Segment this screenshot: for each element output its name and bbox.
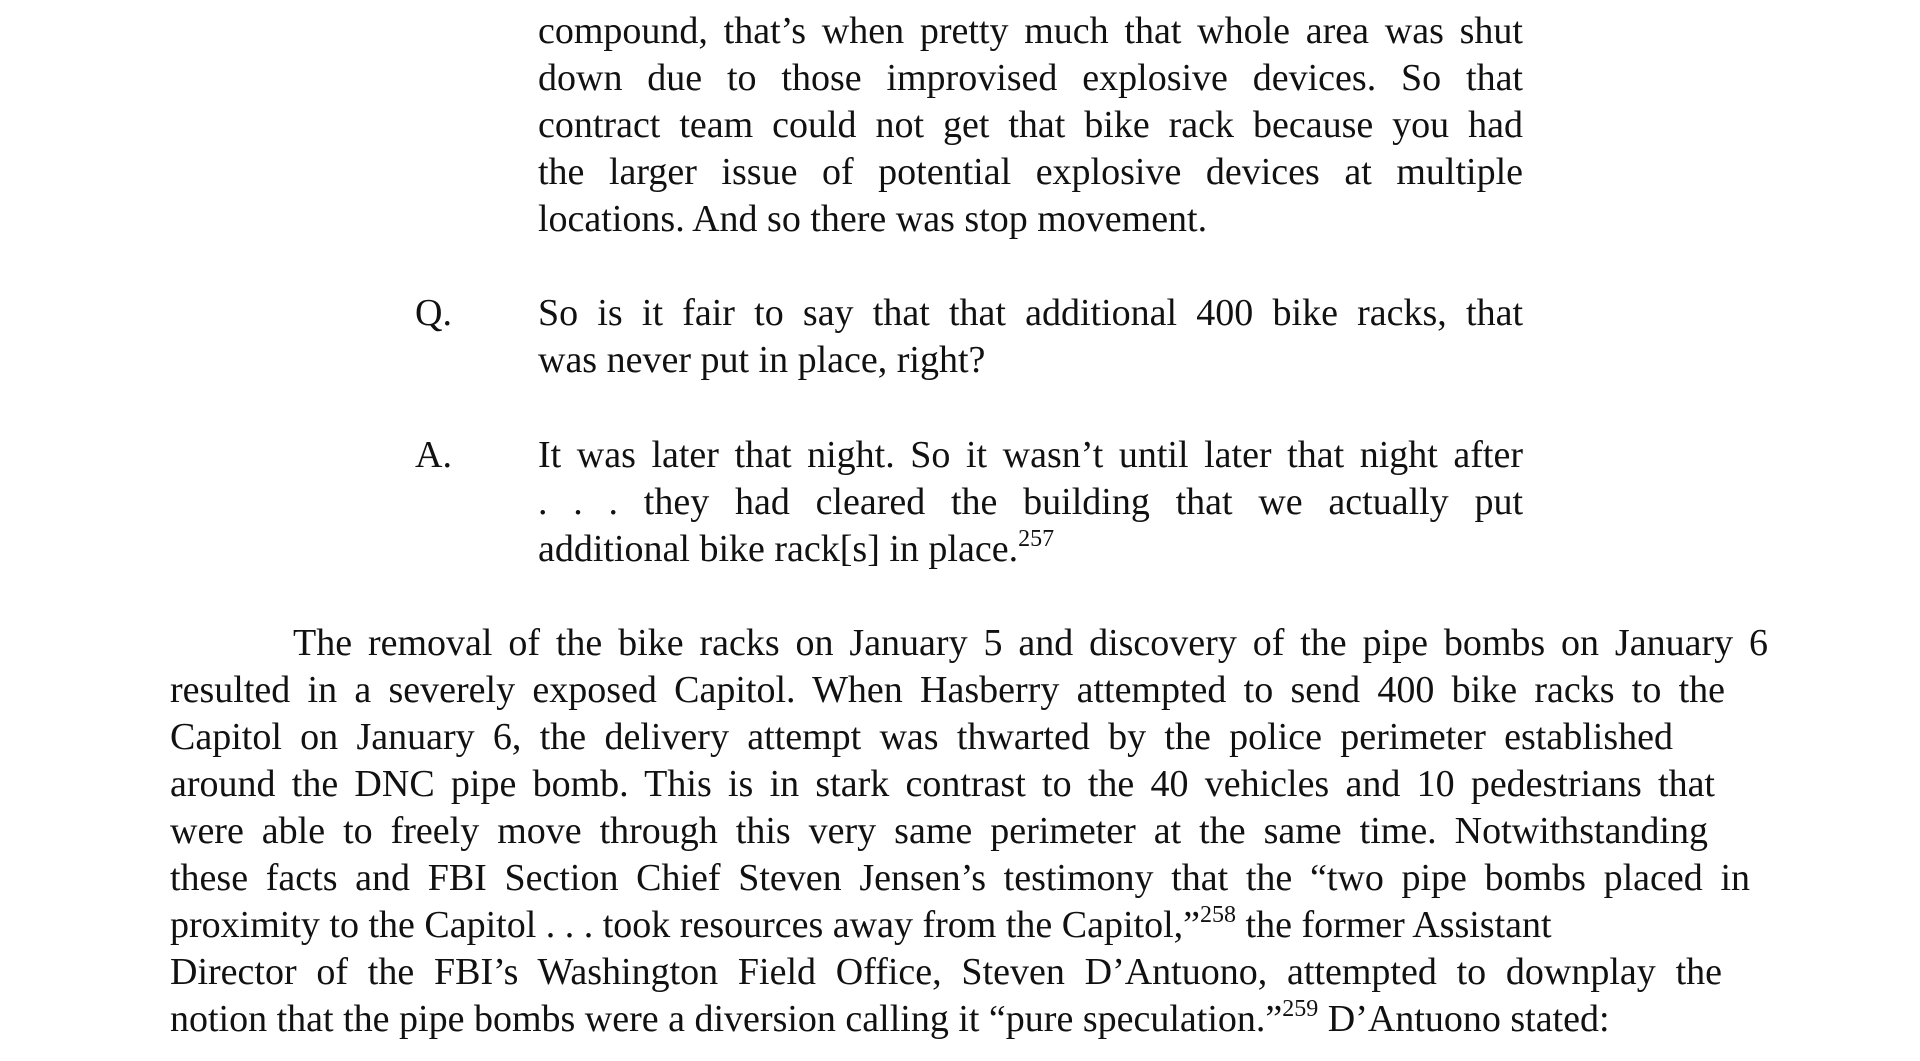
body-line: Director of the FBI’s Washington Field Office, Steven D’Antuono, attempted to downplay the [170, 951, 1722, 993]
body-line-with-footnote [170, 996, 1610, 1043]
body-line-with-footnote [170, 902, 1552, 949]
body-line-indented: The removal of the bike racks on January 5 and discovery of the pipe bombs on January 6 [293, 622, 1768, 664]
quote-line: down due to those improvised explosive devices. So that [538, 57, 1523, 99]
answer-label: A. [415, 434, 452, 476]
body-line: Capitol on January 6, the delivery attempt was thwarted by the police perimeter established [170, 716, 1673, 758]
quote-line: compound, that’s when pretty much that whole area was shut [538, 10, 1523, 52]
body-text: the former Assistant [1236, 904, 1552, 946]
answer-line-with-footnote [538, 526, 1054, 573]
quote-line: locations. And so there was stop movement. [538, 198, 1208, 240]
footnote-ref-259[interactable]: 259 [1282, 996, 1319, 1022]
question-line: was never put in place, right? [538, 339, 986, 381]
footnote-ref-257[interactable]: 257 [1018, 526, 1055, 552]
body-text: notion that the pipe bombs were a diversion calling it “pure speculation.” [170, 998, 1283, 1040]
quote-line: contract team could not get that bike rack because you had [538, 104, 1523, 146]
answer-line-text: additional bike rack[s] in place. [538, 528, 1019, 570]
answer-line: It was later that night. So it wasn’t until later that night after [538, 434, 1523, 476]
body-text: D’Antuono stated: [1318, 998, 1610, 1040]
footnote-ref-258[interactable]: 258 [1200, 902, 1237, 928]
body-text: proximity to the Capitol . . . took resources away from the Capitol,” [170, 904, 1201, 946]
body-line: these facts and FBI Section Chief Steven Jensen’s testimony that the “two pipe bombs placed in [170, 857, 1750, 899]
answer-line: . . . they had cleared the building that we actually put [538, 481, 1523, 523]
body-line: were able to freely move through this very same perimeter at the same time. Notwithstanding [170, 810, 1708, 852]
question-line: So is it fair to say that that additional 400 bike racks, that [538, 292, 1523, 334]
body-line: around the DNC pipe bomb. This is in stark contrast to the 40 vehicles and 10 pedestrians that [170, 763, 1715, 805]
question-label: Q. [415, 292, 452, 334]
body-line: resulted in a severely exposed Capitol. When Hasberry attempted to send 400 bike racks to the [170, 669, 1725, 711]
quote-line: the larger issue of potential explosive devices at multiple [538, 151, 1523, 193]
